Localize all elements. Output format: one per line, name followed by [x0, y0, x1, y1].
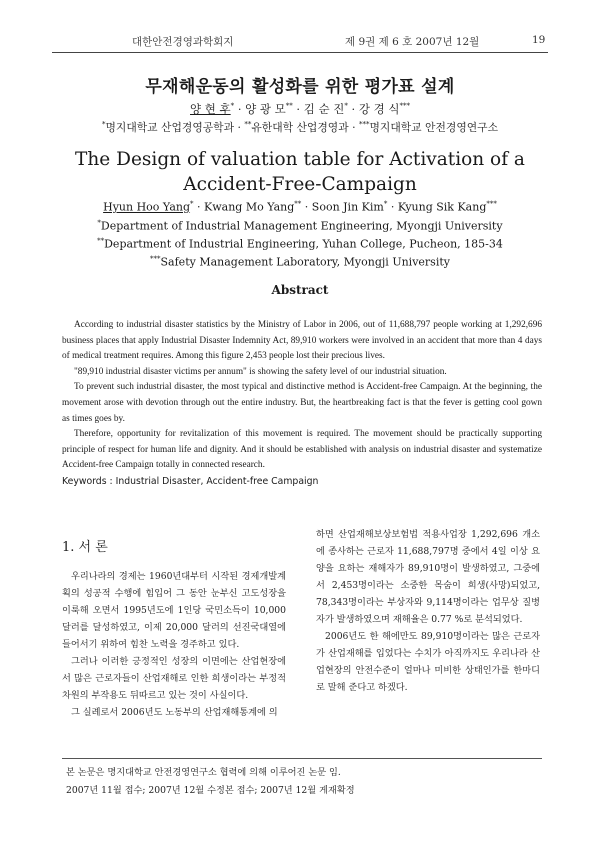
body-column-right — [316, 526, 540, 696]
journal-name: 대한안전경영과학회지 — [132, 36, 234, 48]
body-paragraph: 그 실례로서 2006년도 노동부의 산업재해통계에 의 — [71, 707, 278, 718]
body-paragraph: 하면 산업재해보상보험법 적용사업장 1,292,696 개소에 종사하는 근로자 11,688,797명 중에서 4일 이상 요양을 요하는 재해자가 89,910명이 발생하였고, 그중에서 2,453명이라는 소중한 목숨이 희생(사망)되었고, 78,343명이라는 부상자와 9,114명이라는 업무상 질병자가 발생하였으며 재해율은 0.77 %로 분석되었다. — [316, 529, 540, 625]
body-column-left — [62, 568, 286, 721]
abstract-paragraph: "89,910 industrial disaster victims per annum" is showing the safety level of our industrial situation. — [74, 366, 447, 377]
title-korean: 무재해운동의 활성화를 위한 평가표 설계 — [145, 77, 455, 97]
author-en-1: Hyun Hoo Yang — [103, 200, 191, 214]
author-en-4: · Kyung Sik Kang — [387, 200, 487, 214]
title-english-line2: Accident-Free-Campaign — [183, 174, 417, 195]
abstract-heading: Abstract — [271, 283, 329, 297]
body-paragraph: 2006년도 한 해에만도 89,910명이라는 많은 근로자가 산업재해를 입었다는 수치가 아직까지도 우리나라 산업현장의 안전수준이 얼마나 미비한 상태인가를 한마디로 말해 준다고 하겠다. — [316, 631, 540, 693]
author-en-2: · Kwang Mo Yang — [193, 200, 295, 214]
author-ko-4: · 강 경 식 — [351, 102, 400, 116]
title-english-line1: The Design of valuation table for Activation of a — [75, 149, 525, 170]
body-paragraph: 우리나라의 경제는 1960년대부터 시작된 경제개발계획의 성공적 수행에 힘입어 그 동안 눈부신 고도성장을 이룩해 오면서 1995년도에 1인당 국민소득이 10,000달러를 달성하였고, 이제 20,000 달러의 선진국대열에 들어서기 위하여 힘찬 노력을 경주하고 있다. — [62, 571, 286, 650]
abstract-paragraph: According to industrial disaster statistics by the Ministry of Labor in 2006, out of 11,688,797 people working at 1,292,696 business places that apply Industrial Disaster Indemnity Act, 89,910 workers were involved in an accident that more than 4 days of medical treatment requires. Among this figure 2,453 people lost their precious lives. — [62, 320, 542, 362]
header-rule — [52, 52, 548, 53]
affiliation-en-1: *Department of Industrial Management Engineering, Myongji University — [97, 219, 503, 233]
section-heading-introduction: 1. 서 론 — [62, 540, 108, 555]
footnote-rule — [62, 758, 542, 759]
authors-english: Hyun Hoo Yang* · Kwang Mo Yang** · Soon Jin Kim* · Kyung Sik Kang*** — [103, 200, 497, 214]
authors-korean: 양 현 후* · 양 광 모** · 김 순 진* · 강 경 식*** — [190, 102, 410, 116]
page-number: 19 — [532, 34, 546, 46]
author-ko-1: 양 현 후 — [190, 102, 231, 116]
affiliation-en-3: ***Safety Management Laboratory, Myongji University — [150, 255, 450, 269]
affiliations-korean: *명지대학교 산업경영공학과 · **유한대학 산업경영과 · ***명지대학교 안전경영연구소 — [101, 120, 499, 134]
footnote-acknowledgement: 본 논문은 명지대학교 안전경영연구소 협력에 의해 이루어진 논문 임. — [66, 767, 341, 778]
abstract-paragraph: Therefore, opportunity for revitalization of this movement is required. The movement should be practically supporting principle of respect for human life and dignity. And it should be established with analysis on industrial disaster and systematize Accident-free Campaign totally in connected research. — [62, 429, 542, 471]
author-ko-3: · 김 순 진 — [296, 102, 345, 116]
body-paragraph: 그러나 이러한 긍정적인 성장의 이면에는 산업현장에서 많은 근로자들이 산업재해로 인한 희생이라는 부정적 차원의 부작용도 뒤따르고 있는 것이 사실이다. — [62, 656, 286, 701]
author-ko-2: · 양 광 모 — [237, 102, 286, 116]
abstract-paragraph: To prevent such industrial disaster, the most typical and distinctive method is Accident-free Campaign. At the beginning, the movement arose with devotion through out the entire industry. But, the heartbreaking fact is that the fever is getting cool gown as times goes by. — [62, 382, 542, 424]
abstract-body — [62, 318, 542, 490]
author-en-3: · Soon Jin Kim — [301, 200, 384, 214]
footnote-dates: 2007년 11월 접수; 2007년 12월 수정본 접수; 2007년 12월 게재확정 — [66, 785, 355, 796]
affiliation-en-2: **Department of Industrial Engineering, Yuhan College, Pucheon, 185-34 — [97, 237, 503, 251]
title-english — [0, 147, 600, 197]
issue-info: 제 9권 제 6 호 2007년 12월 — [345, 36, 480, 48]
keywords: Keywords : Industrial Disaster, Accident-free Campaign — [62, 475, 319, 487]
